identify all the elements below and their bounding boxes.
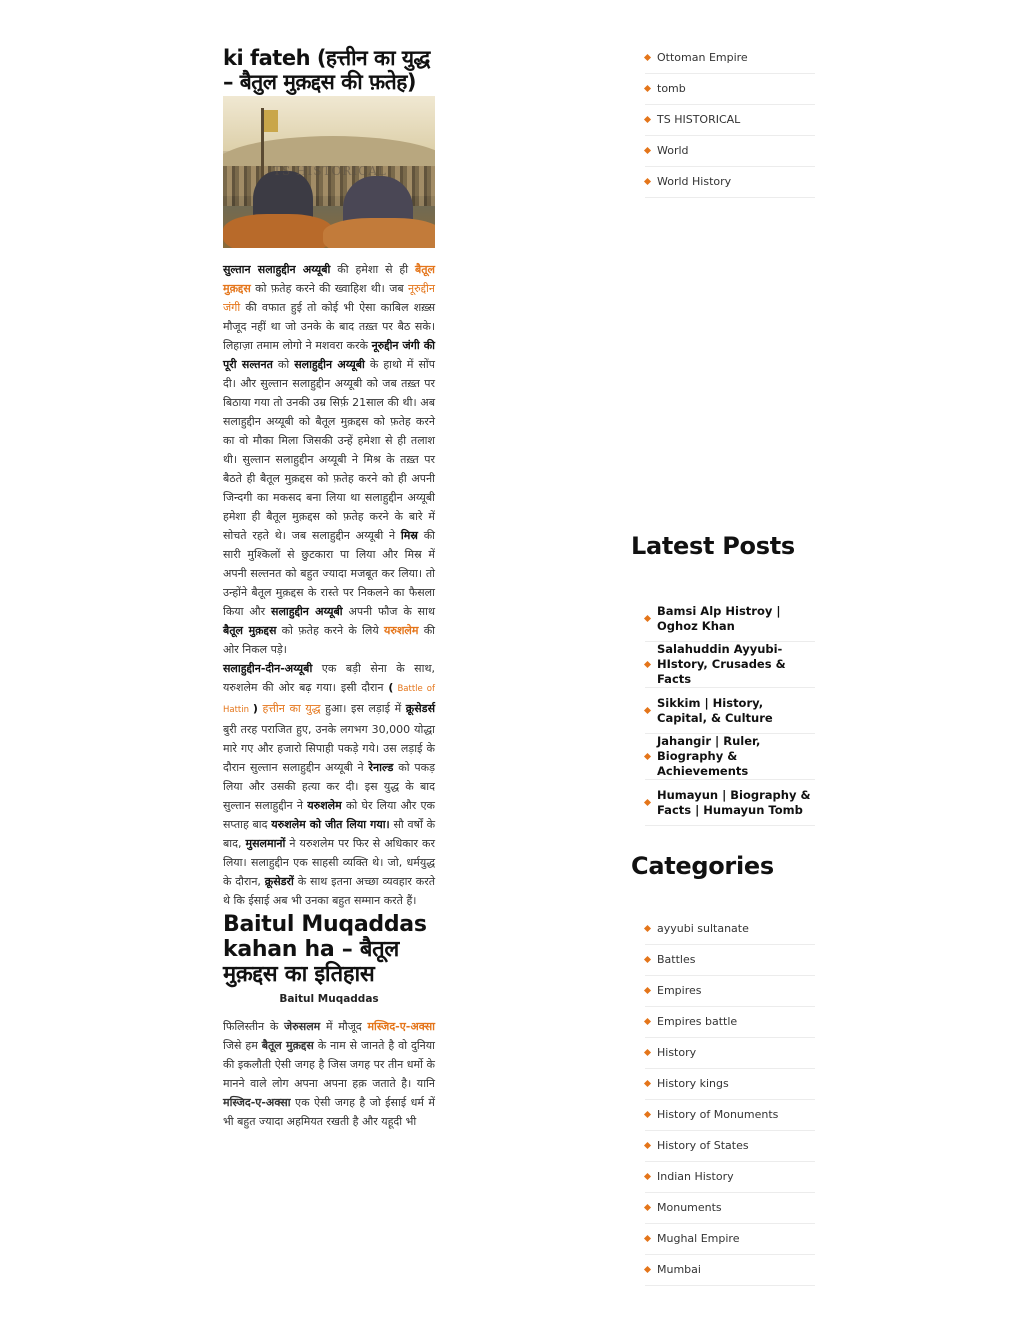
latest-post-link[interactable] (645, 596, 815, 642)
text-run: के नाम से जानते है वो दुनिया की इकलौती ऐसी जगह है जिस जगह पर तीन धर्मो के मानने वाले लोग अपना अपना हक़ जताते है। यानि (223, 1039, 436, 1090)
category-link[interactable] (645, 1224, 815, 1255)
link-label: History of Monuments (657, 1108, 779, 1121)
category-link[interactable] (645, 1038, 815, 1069)
link-label: Sikkim | History, Capital, & Culture (657, 695, 773, 725)
inline-link[interactable]: हत्तीन का युद्ध (262, 702, 321, 715)
diamond-bullet-icon (644, 116, 651, 123)
link-label: World History (657, 175, 732, 188)
diamond-bullet-icon (644, 54, 651, 61)
bold-text: मुसलमानों (245, 837, 286, 850)
link-label: Salahuddin Ayyubi- HIstory, Crusades & Facts (657, 642, 786, 686)
bold-text: बैतूल मुक़द्दस (223, 624, 277, 637)
bold-text: रेनाल्ड (368, 761, 394, 774)
link-label: World (657, 144, 689, 157)
diamond-bullet-icon (644, 987, 651, 994)
latest-posts-title: Latest Posts (631, 532, 795, 560)
bold-text: ) (252, 702, 258, 715)
article-hero-image (223, 96, 435, 248)
category-link[interactable] (645, 167, 815, 198)
image-caption: Baitul Muqaddas (279, 993, 379, 1005)
category-link[interactable] (645, 1007, 815, 1038)
bold-text: सलाहुद्दीन अय्यूबी (271, 605, 343, 618)
paragraph-1 (223, 260, 435, 659)
category-link[interactable] (645, 1131, 815, 1162)
diamond-bullet-icon (644, 1142, 651, 1149)
inline-link[interactable]: मस्जिद-ए-अक्सा (367, 1020, 435, 1033)
article-title: ki fateh (हत्तीन का युद्ध – बैतुल मुक़द्दस की फ़तेह) (223, 46, 430, 94)
diamond-bullet-icon (644, 614, 651, 621)
diamond-bullet-icon (644, 925, 651, 932)
section-heading: Baitul Muqaddas kahan ha – बैतूल मुक़द्दस का इतिहास (223, 912, 427, 987)
category-link[interactable] (645, 1255, 815, 1286)
text-run: सौ वर्षों के बाद, (223, 818, 436, 850)
bold-text: क्रूसेडरों (264, 875, 294, 888)
category-link[interactable] (645, 1069, 815, 1100)
category-link[interactable] (645, 1193, 815, 1224)
text-run: की सारी मुश्किलों से छुटकारा पा लिया और मिस्र में अपनी सल्तनत को बहुत ज्यादा मजबूत कर लिया। तो उन्होंने बैतूल मुक़द्दस के रास्ते पर निकलने का फैसला किया और (223, 529, 435, 618)
link-label: Ottoman Empire (657, 51, 748, 64)
bold-text: मस्जिद-ए-अक्सा (223, 1096, 291, 1109)
link-label: Empires battle (657, 1015, 738, 1028)
category-link[interactable] (645, 43, 815, 74)
text-run: अपनी फौज के साथ (342, 605, 435, 618)
diamond-bullet-icon (644, 1173, 651, 1180)
category-link[interactable] (645, 136, 815, 167)
link-label: Monuments (657, 1201, 722, 1214)
diamond-bullet-icon (644, 1018, 651, 1025)
categories-title: Categories (631, 852, 774, 880)
link-label: tomb (657, 82, 686, 95)
bold-text: नूरुद्दीन जंगी की पूरी सल्तनत (223, 339, 435, 371)
diamond-bullet-icon (644, 1049, 651, 1056)
diamond-bullet-icon (644, 178, 651, 185)
link-label: Indian History (657, 1170, 734, 1183)
link-label: Empires (657, 984, 702, 997)
bold-text: सलाहुद्दीन-दीन-अय्यूबी (223, 662, 313, 675)
bold-text: जेरुसलम (284, 1020, 321, 1033)
text-run: बुरी तरह पराजित हुए, उनके लगभग 30,000 योद्धा मारे गए और हजारो सिपाही पकड़े गये। उस लड़ाई के दौरान सुल्तान सलाहुद्दीन अय्यूबी ने (223, 723, 435, 774)
text-run: को घेर लिया और एक सप्ताह बाद (223, 799, 435, 831)
category-link[interactable] (645, 105, 815, 136)
article (223, 46, 435, 1131)
text-run: फिलिस्तीन के (223, 1020, 285, 1033)
text-run: की ओर निकल पड़े। (223, 624, 436, 656)
category-link[interactable] (645, 945, 815, 976)
bold-text: यरुशलेम (307, 799, 342, 812)
bold-text: बैतूल मुक़द्दस (261, 1039, 314, 1052)
bold-text: मिस्र (400, 529, 418, 542)
diamond-bullet-icon (644, 956, 651, 963)
link-label: Battles (657, 953, 696, 966)
link-label: History (657, 1046, 697, 1059)
text-run: की हमेशा से ही (330, 263, 415, 276)
diamond-bullet-icon (644, 752, 651, 759)
diamond-bullet-icon (644, 660, 651, 667)
text-run: की वफात हुई तो कोई भी ऐसा काबिल शख़्स मौजूद नहीं था जो उनके के बाद तख़्त पर बैठ सके। लिहाज़ा तमाम लोगो ने मशवरा करके (223, 301, 435, 352)
link-label: ayyubi sultanate (657, 922, 749, 935)
category-link[interactable] (645, 914, 815, 945)
text-run: जिसे हम (223, 1039, 262, 1052)
link-label: Humayun | Biography & Facts | Humayun Tomb (657, 787, 811, 817)
diamond-bullet-icon (644, 85, 651, 92)
image-watermark: TS HISTORICAL (273, 164, 387, 178)
text-run: के हाथो में सोंप दी। और सुल्तान सलाहुद्दीन अय्यूबी को जब तख़्त पर बिठाया गया तो उनकी उम्र सिर्फ़ 21साल की थी। अब सलाहुद्दीन अय्यूबी को बैतूल मुक़द्दस को फ़तेह करने का वो मौका मिला जिसकी उन्हें हमेशा से ही तलाश थी। सुल्तान सलाहुद्दीन अय्यूबी ने मिश्र के तख़्त पर बैठते ही बैतूल मुक़द्दस को फ़तेह करने को ही अपनी जिन्दगी का मकसद बना लिया था सलाहुद्दीन अय्यूबी हमेशा ही बैतूल मुक़द्दस को फ़तेह करने के बारे में सोचते रहते थे। जब सलाहुद्दीन अय्यूबी ने (223, 358, 435, 542)
diamond-bullet-icon (644, 706, 651, 713)
category-link[interactable] (645, 1162, 815, 1193)
text-run: को पकड़ लिया और उसकी हत्या कर दी। इस युद्ध के बाद सुल्तान सलाहुद्दीन ने (223, 761, 436, 812)
latest-post-link[interactable] (645, 642, 815, 688)
category-link[interactable] (645, 976, 815, 1007)
link-label: Bamsi Alp Histroy | Oghoz Khan (657, 603, 781, 633)
text-run: में मौजूद (320, 1020, 368, 1033)
diamond-bullet-icon (644, 798, 651, 805)
paragraph-2 (223, 659, 435, 910)
latest-post-link[interactable] (645, 688, 815, 734)
text-run: ने यरुशलेम पर फिर से अधिकार कर लिया। सलाहुद्दीन एक साहसी व्यक्ति थे। जो, धर्मयुद्ध के दौरान, (223, 837, 436, 888)
text-run: हुआ। इस लड़ाई में (320, 702, 406, 715)
bold-text: ( (388, 681, 394, 694)
bold-text: क्रूसेडर्स (405, 702, 436, 715)
text-run: के साथ इतना अच्छा व्यवहार करते थे कि ईसाई अब भी उनका बहुत सम्मान करते हैं। (223, 875, 435, 907)
latest-post-link[interactable] (645, 734, 815, 780)
link-label: Mumbai (657, 1263, 701, 1276)
link-label: History of States (657, 1139, 749, 1152)
diamond-bullet-icon (644, 1111, 651, 1118)
diamond-bullet-icon (644, 1080, 651, 1087)
sidebar-category-list-top (631, 43, 815, 198)
bold-text: सुल्तान सलाहुद्दीन अय्यूबी (223, 263, 331, 276)
link-label: TS HISTORICAL (657, 113, 741, 126)
paragraph-3 (223, 1017, 435, 1131)
inline-link[interactable]: Battle of Hattin (223, 684, 435, 715)
text-run: को फ़तेह करने के लिये (276, 624, 384, 637)
diamond-bullet-icon (644, 1266, 651, 1273)
diamond-bullet-icon (644, 147, 651, 154)
diamond-bullet-icon (644, 1204, 651, 1211)
text-run: एक बड़ी सेना के साथ, यरुशलेम की ओर बढ़ गया। इसी दौरान (223, 662, 435, 694)
bold-text: यरुशलेम को जीत लिया गया। (271, 818, 390, 831)
category-link[interactable] (645, 74, 815, 105)
category-link[interactable] (645, 1100, 815, 1131)
text-run: एक ऐसी जगह है जो ईसाई धर्म में भी बहुत ज्यादा अहमियत रखती है और यहूदी भी (223, 1096, 435, 1128)
inline-link[interactable]: बैतूल मुक़द्दस (223, 263, 436, 295)
diamond-bullet-icon (644, 1235, 651, 1242)
link-label: Jahangir | Ruler, Biography & Achievements (657, 734, 761, 778)
link-label: Mughal Empire (657, 1232, 740, 1245)
text-run: को फ़तेह करने की ख्वाहिश थी। जब (250, 282, 409, 295)
inline-link[interactable]: यरुशलेम (383, 624, 419, 637)
categories-list (631, 914, 815, 1286)
text-run: को (272, 358, 295, 371)
latest-posts-list (631, 596, 815, 826)
latest-post-link[interactable] (645, 780, 815, 826)
link-label: History kings (657, 1077, 729, 1090)
bold-text: सलाहुद्दीन अय्यूबी (294, 358, 365, 371)
inline-link[interactable]: नूरुद्दीन जंगी (223, 282, 435, 314)
